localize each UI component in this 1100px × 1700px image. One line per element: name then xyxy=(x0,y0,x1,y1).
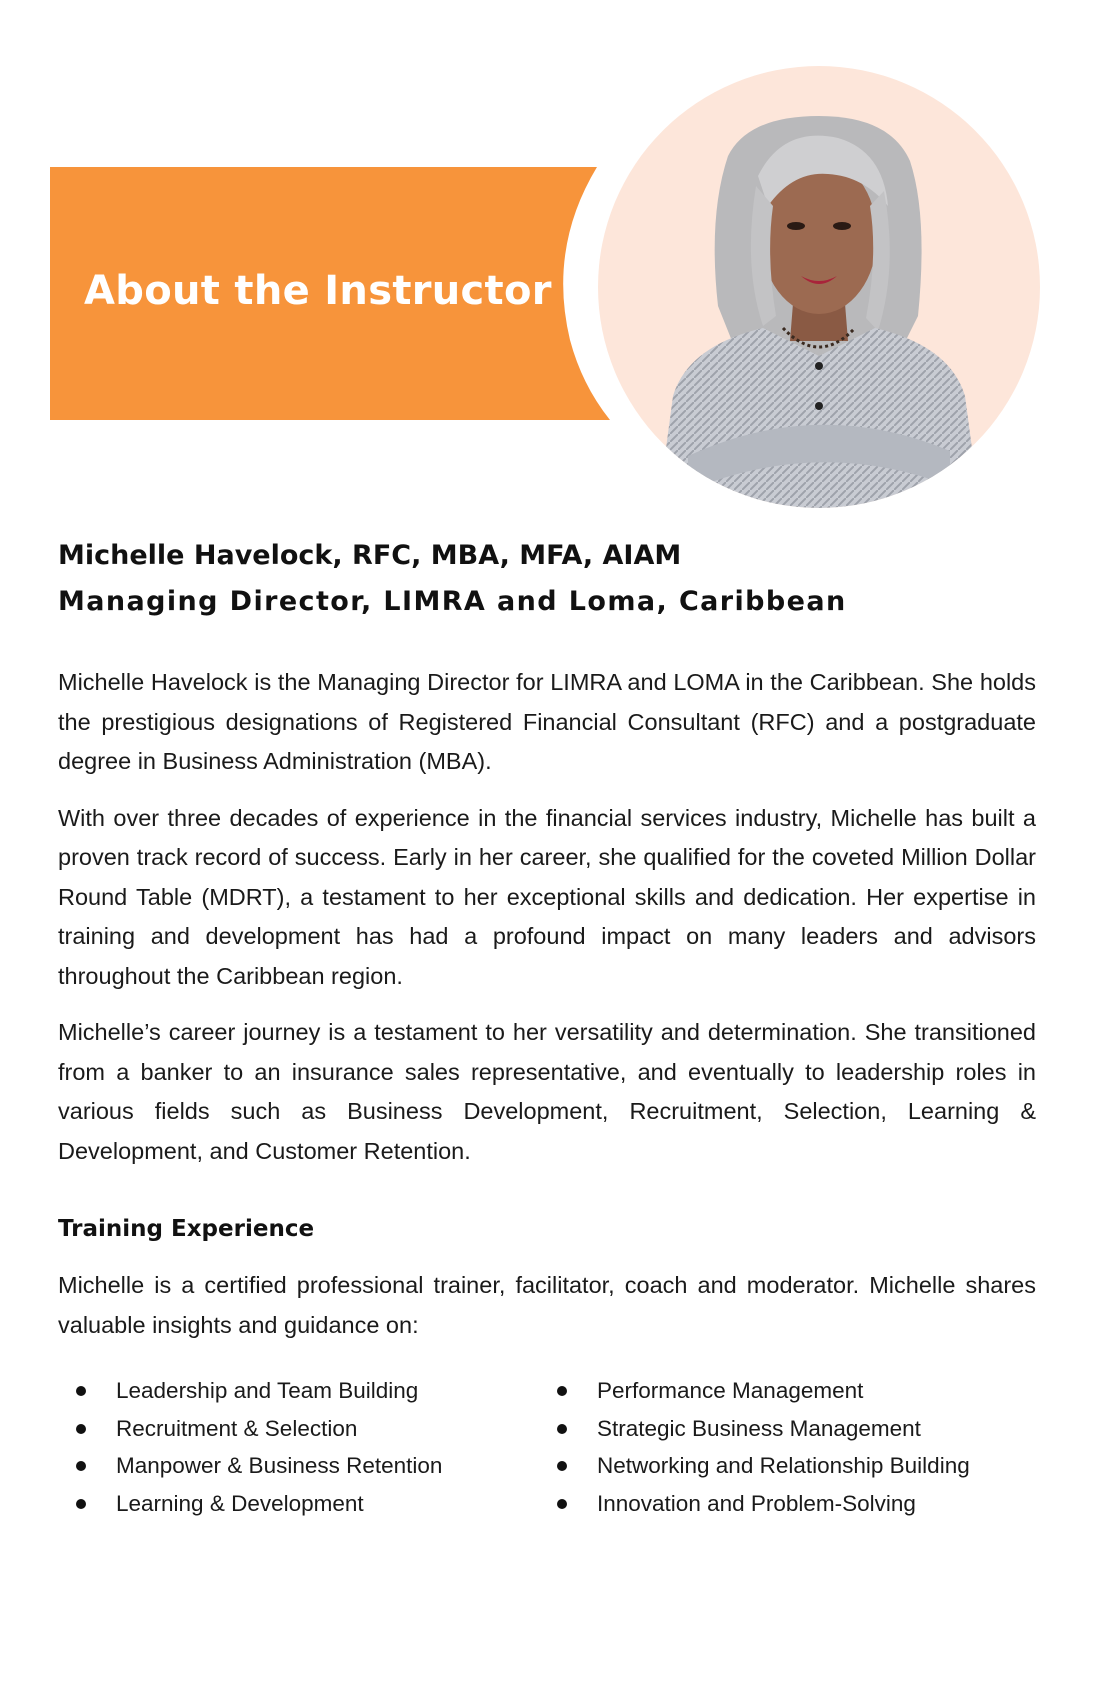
bullet-icon xyxy=(76,1424,86,1434)
banner-title: About the Instructor xyxy=(84,268,552,314)
instructor-role: Managing Director, LIMRA and Loma, Caribbean xyxy=(58,586,847,617)
list-item xyxy=(74,1372,442,1410)
bullet-icon xyxy=(76,1386,86,1396)
bio-paragraph: With over three decades of experience in the financial services industry, Michelle has built a proven track record of success. Early in her career, she qualified for the coveted Million Dollar Round Table (MDRT), a testament to her exceptional skills and dedication. Her expertise in training and development has had a profound impact on many leaders and advisors throughout the Caribbean region. xyxy=(58,804,1036,989)
list-item-text: Recruitment & Selection xyxy=(116,1415,358,1441)
bio-paragraph: Michelle’s career journey is a testament to her versatility and determination. She transitioned from a banker to an insurance sales representative, and eventually to leadership roles in various fields such as Business Development, Recruitment, Selection, Learning & Development, and Customer Retention. xyxy=(58,1019,1036,1164)
bullet-icon xyxy=(76,1499,86,1509)
list-item xyxy=(555,1447,970,1485)
list-item-text: Innovation and Problem-Solving xyxy=(597,1490,916,1516)
training-intro: Michelle is a certified professional trainer, facilitator, coach and moderator. Michelle shares valuable insights and guidance on: xyxy=(58,1272,1036,1338)
training-heading: Training Experience xyxy=(58,1216,315,1242)
list-item-text: Strategic Business Management xyxy=(597,1415,921,1441)
bullet-icon xyxy=(557,1461,567,1471)
list-item-text: Leadership and Team Building xyxy=(116,1378,419,1403)
list-item-text: Learning & Development xyxy=(116,1490,364,1516)
list-item-text: Networking and Relationship Building xyxy=(597,1453,970,1478)
list-item xyxy=(555,1372,970,1410)
list-item xyxy=(555,1485,970,1523)
list-item xyxy=(74,1485,442,1523)
instructor-name: Michelle Havelock, RFC, MBA, MFA, AIAM xyxy=(58,540,682,571)
list-item xyxy=(74,1447,442,1485)
list-item-text: Performance Management xyxy=(597,1378,864,1403)
bullet-icon xyxy=(557,1424,567,1434)
instructor-portrait-icon xyxy=(598,66,1040,508)
bullet-icon xyxy=(557,1499,567,1509)
list-item xyxy=(74,1410,442,1448)
training-topics-left xyxy=(74,1372,442,1522)
bio-paragraph: Michelle Havelock is the Managing Director for LIMRA and LOMA in the Caribbean. She holds the prestigious designations of Registered Financial Consultant (RFC) and a postgraduate degree in Business Administration (MBA). xyxy=(58,669,1036,774)
list-item-text: Manpower & Business Retention xyxy=(116,1453,443,1478)
bullet-icon xyxy=(557,1386,567,1396)
training-topics-right xyxy=(555,1372,970,1522)
bullet-icon xyxy=(76,1461,86,1471)
list-item xyxy=(555,1410,970,1448)
bio-section xyxy=(58,663,1036,1188)
instructor-photo xyxy=(598,66,1040,508)
